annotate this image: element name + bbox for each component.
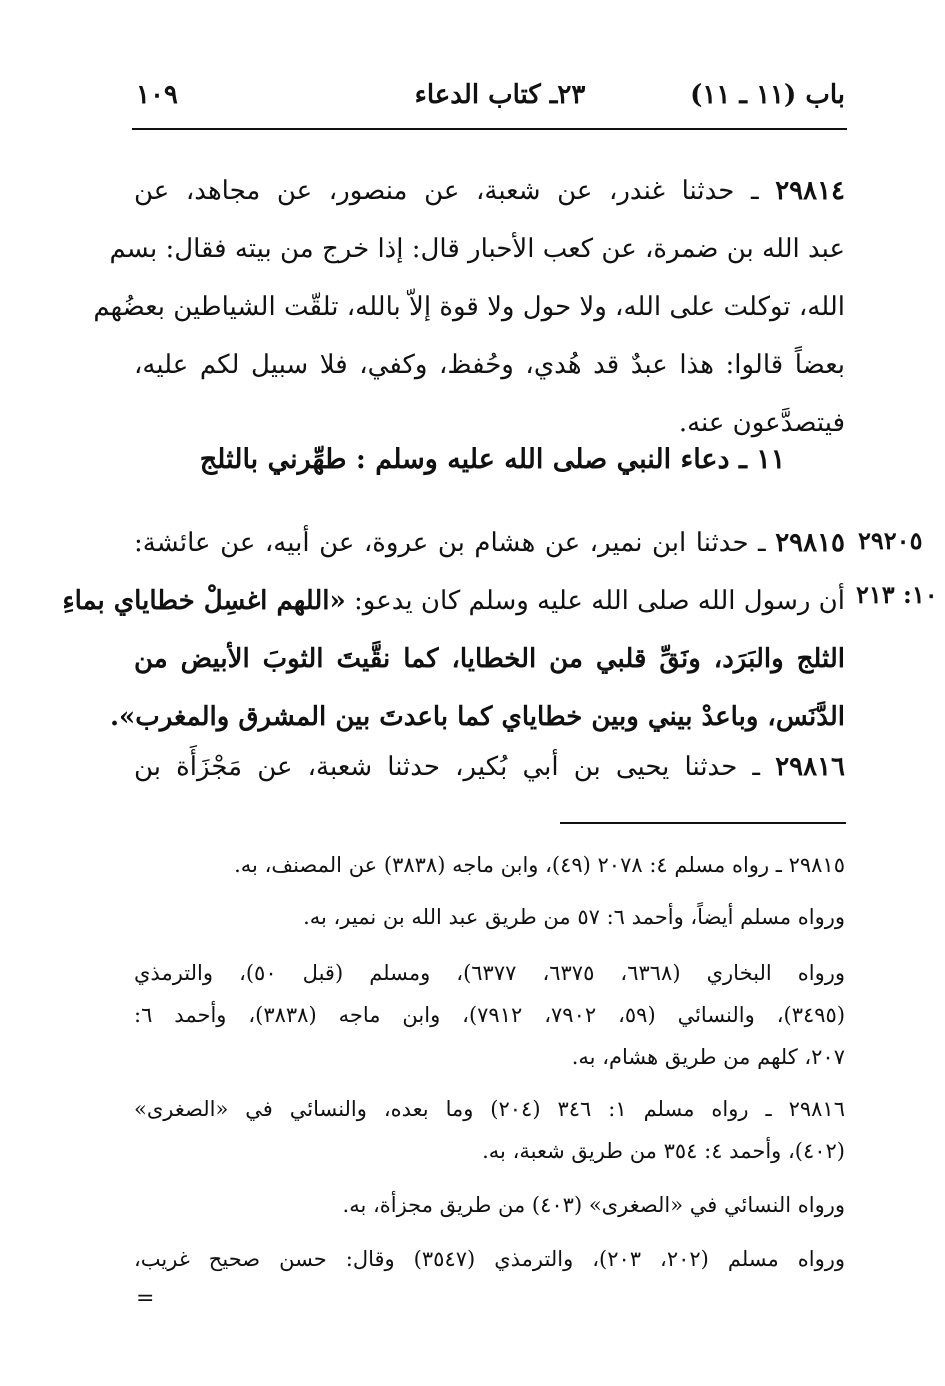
paragraph-line: ٢٩٨١٤ ـ حدثنا غندر، عن شعبة، عن منصور، عن مجاهد، عن: [134, 176, 846, 206]
paragraph-line: عبد الله بن ضمرة، عن كعب الأحبار قال: إذا خرج من بيته فقال: بسم: [109, 234, 845, 264]
paragraph-line: الدَّنَس، وباعدْ بيني وبين خطاياي كما باعدتَ بين المشرق والمغرب».: [109, 702, 845, 732]
footnote: ٢٩٨١٥ ـ رواه مسلم ٤: ٢٠٧٨ (٤٩)، وابن ماجه (٣٨٣٨) عن المصنف، به.: [234, 853, 845, 877]
continuation-mark: =: [136, 1286, 155, 1311]
footnote-rule: [560, 822, 846, 824]
paragraph-line: أن رسول الله صلى الله عليه وسلم كان يدعو: «اللهم اغسِلْ خطاياي بماءِ: [62, 586, 845, 616]
footnote: ورواه النسائي في «الصغرى» (٤٠٣) من طريق مجزأة، به.: [342, 1193, 845, 1217]
section-title: ١١ ـ دعاء النبي صلى الله عليه وسلم : طهِّرني بالثلج: [199, 444, 786, 475]
margin-reference: ٢٩٢٠٥: [858, 526, 923, 555]
header-rule: [132, 128, 847, 130]
paragraph-line: الله، توكلت على الله، ولا حول ولا قوة إلاّ بالله، تلقّت الشياطين بعضُهم: [93, 292, 845, 322]
paragraph-line: ٢٩٨١٥ ـ حدثنا ابن نمير، عن هشام بن عروة، عن أبيه، عن عائشة:: [134, 528, 846, 558]
book-title: ٢٣ـ كتاب الدعاء: [414, 80, 586, 110]
footnote: ٢٩٨١٦ ـ رواه مسلم ١: ٣٤٦ (٢٠٤) وما بعده، والنسائي في «الصغرى» (٤٠٢)، وأحمد ٤: ٣٥٤ من طريق شعبة، به.: [134, 1097, 845, 1163]
paragraph-line: بعضاً قالوا: هذا عبدٌ قد هُدي، وحُفظ، وكفي، فلا سبيل لكم عليه،: [134, 350, 845, 380]
hadith-number: ٢٩٨١٤: [775, 176, 846, 206]
footnote: ورواه البخاري (٦٣٦٨، ٦٣٧٥، ٦٣٧٧)، ومسلم (قبل ٥٠)، والترمذي (٣٤٩٥)، والنسائي (٥٩، ٧٩٠٢، ٧٩١٢)، وابن ماجه (٣٨٣٨)، وأحمد ٦: ٢٠٧، كلهم من طريق هشام، به.: [134, 961, 846, 1069]
footnote: ورواه مسلم (٢٠٢، ٢٠٣)، والترمذي (٣٥٤٧) وقال: حسن صحيح غريب،: [134, 1247, 846, 1271]
hadith-29816: [134, 738, 845, 796]
paragraph-line: ٢٩٨١٦ ـ حدثنا يحيى بن أبي بُكير، حدثنا شعبة، عن مَجْزَأَة بن: [134, 752, 846, 782]
page-number: ١٠٩: [136, 80, 178, 110]
margin-reference: ١٠: ٢١٣: [856, 580, 938, 609]
chapter-heading: باب (١١ ـ ١١): [690, 80, 845, 110]
hadith-29815: [62, 514, 846, 746]
hadith-number: ٢٩٨١٦: [775, 752, 846, 782]
paragraph-line: فيتصدَّعون عنه.: [678, 408, 845, 438]
hadith-29814: [93, 162, 846, 452]
hadith-number: ٢٩٨١٥: [775, 528, 846, 558]
paragraph-line: الثلج والبَرَد، ونَقِّ قلبي من الخطايا، كما نقَّيتَ الثوبَ الأبيض من: [134, 644, 845, 674]
footnote: ورواه مسلم أيضاً، وأحمد ٦: ٥٧ من طريق عبد الله بن نمير، به.: [303, 905, 845, 929]
